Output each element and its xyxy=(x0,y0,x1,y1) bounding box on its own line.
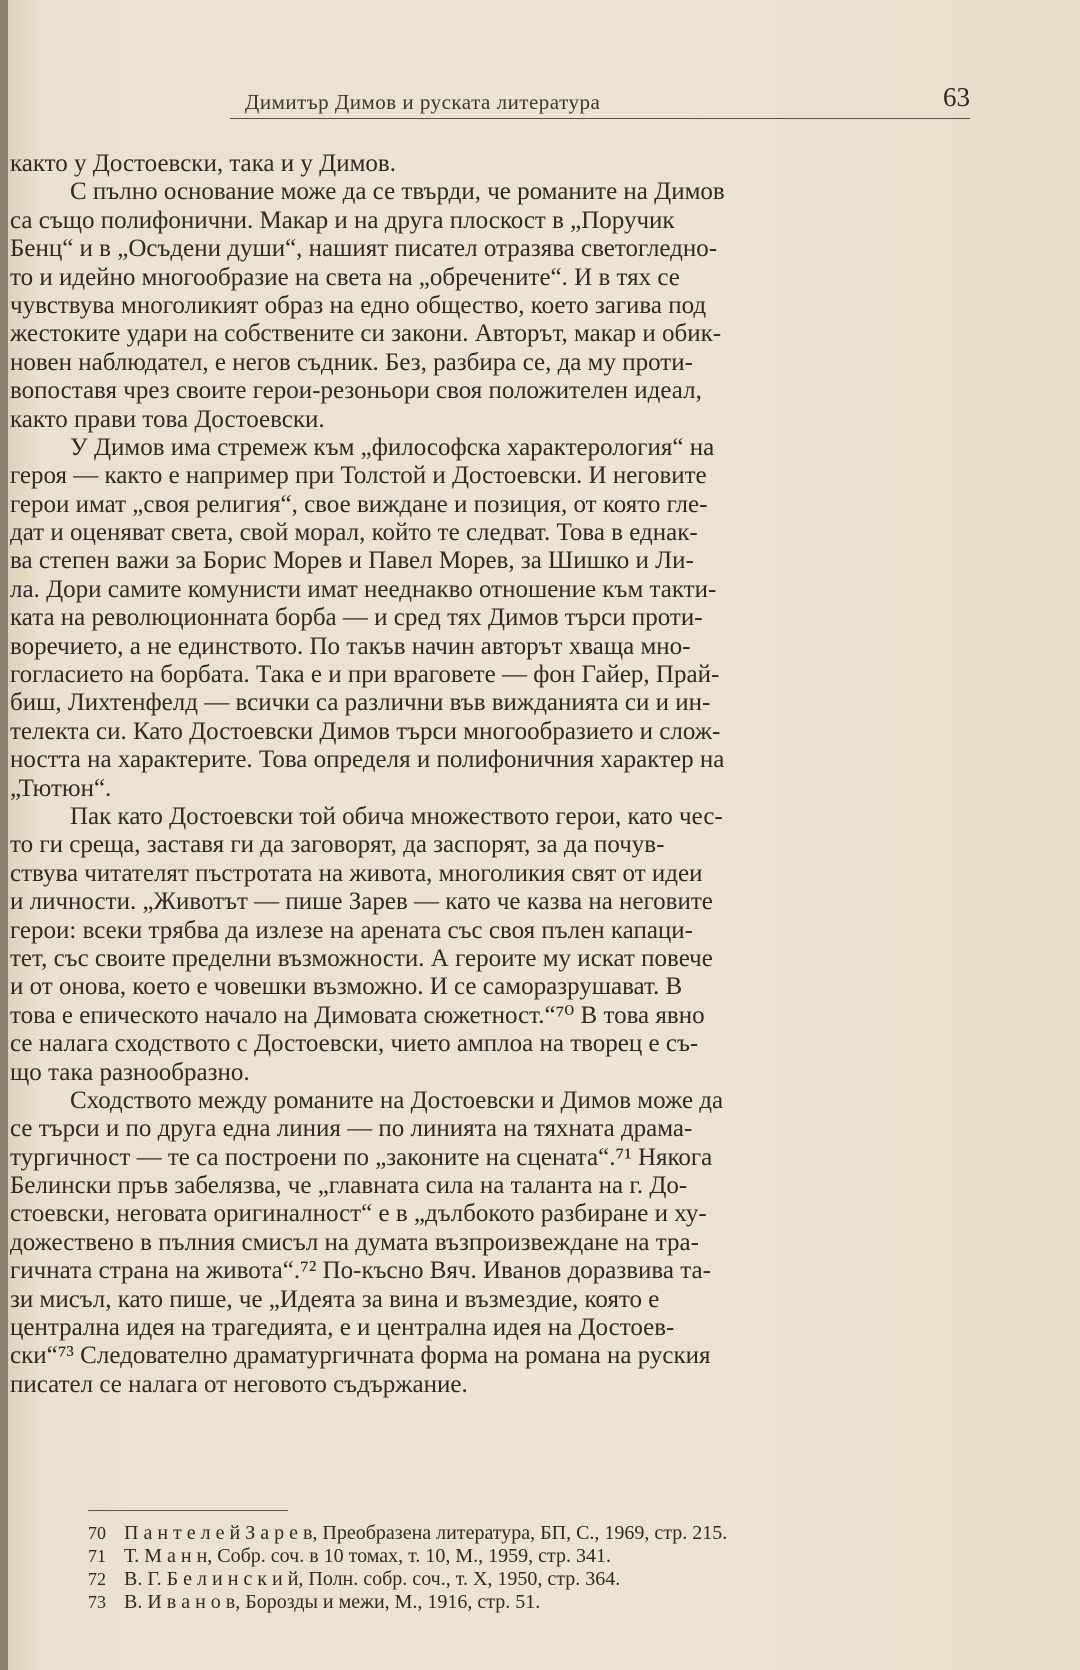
text-line: ва степен важи за Борис Морев и Павел Морев, за Шишко и Ли- xyxy=(10,547,694,575)
text-line: то ги среща, заставя ги да заговорят, да заспорят, за да почув- xyxy=(10,831,665,859)
paragraph xyxy=(0,178,1000,434)
text-line: зи мисъл, като пише, че „Идеята за вина и възмездие, която е xyxy=(10,1285,660,1313)
text-line: централна идея на трагедията, е и централна идея на Достоев- xyxy=(10,1314,675,1342)
text-line: чувствува многоликият образ на едно общество, което загива под xyxy=(10,291,707,319)
page-header xyxy=(230,82,970,119)
text-line: героя — както е например при Толстой и Достоевски. И неговите xyxy=(10,462,707,490)
text-line: С пълно основание може да се твърди, че романите на Димов xyxy=(70,178,725,206)
footnote-text: П а н т е л е й З а р е в, Преобразена литература, БП, С., 1969, стр. 215. xyxy=(124,1522,728,1544)
text-line: както прави това Достоевски. xyxy=(10,405,325,433)
text-line: гичната страна на живота“.⁷² По-късно Вяч. Иванов доразвива та- xyxy=(10,1257,711,1285)
text-line: и от онова, което е човешки възможно. И се саморазрушават. В xyxy=(10,973,683,1001)
text-line: ката на революционната борба — и сред тях Димов търси проти- xyxy=(10,604,703,632)
paragraph xyxy=(0,150,1000,178)
footnote-number: 72 xyxy=(88,1569,106,1589)
text-line: дожествено в пълния смисъл на думата възпроизвеждане на тра- xyxy=(10,1228,699,1256)
text-line: и личности. „Животът — пише Зарев — като че казва на неговите xyxy=(10,888,713,916)
text-line: новен наблюдател, е негов съдник. Без, разбира се, да му проти- xyxy=(10,348,693,376)
text-line: Бенц“ и в „Осъдени души“, нашият писател отразява светогледно- xyxy=(10,235,718,263)
text-line: се налага сходството с Достоевски, чието амплоа на творец е съ- xyxy=(10,1030,699,1058)
footnote-text: В. И в а н о в, Борозды и межи, М., 1916, стр. 51. xyxy=(124,1591,541,1613)
text-line: Сходството между романите на Достоевски и Димов може да xyxy=(70,1086,724,1114)
text-line: У Димов има стремеж към „философска характерология“ на xyxy=(70,433,715,461)
text-line: ски“⁷³ Следователно драматургичната форма на романа на руския xyxy=(10,1342,711,1370)
page-number: 63 xyxy=(943,82,970,112)
footnote-text: В. Г. Б е л и н с к и й, Полн. собр. соч., т. X, 1950, стр. 364. xyxy=(124,1568,621,1590)
footnote xyxy=(88,1591,1008,1614)
footnote-number: 70 xyxy=(88,1523,106,1543)
text-line: ла. Дори самите комунисти имат нееднакво отношение към такти- xyxy=(10,575,717,603)
text-line: Пак като Достоевски той обича множеството герои, като чес- xyxy=(70,802,723,830)
text-line: Белински пръв забелязва, че „главната сила на таланта на г. До- xyxy=(10,1172,688,1200)
text-line: писател се налага от неговото съдържание. xyxy=(10,1370,468,1398)
paragraph xyxy=(0,434,1000,803)
footnote-text: Т. М а н н, Собр. соч. в 10 томах, т. 10, М., 1959, стр. 341. xyxy=(124,1545,612,1567)
text-line: воречието, а не единството. По такъв начин авторът хваща мно- xyxy=(10,632,691,660)
text-line: герои: всеки трябва да излезе на арената със своя пълен капаци- xyxy=(10,916,694,944)
footnote-number: 73 xyxy=(88,1592,106,1612)
text-line: жестоките удари на собствените си закони. Авторът, макар и обик- xyxy=(10,320,722,348)
text-line: дат и оценяват света, свой морал, който те следват. Това в еднак- xyxy=(10,519,698,547)
text-line: ността на характерите. Това определя и полифоничния характер на xyxy=(10,746,725,774)
text-line: то и идейно многообразие на света на „обречените“. И в тях се xyxy=(10,263,680,291)
footnotes xyxy=(88,1522,1008,1614)
text-line: биш, Лихтенфелд — всички са различни във вижданията си и ин- xyxy=(10,689,711,717)
text-line: герои имат „своя религия“, свое виждане и позиция, от която гле- xyxy=(10,490,708,518)
footnote-divider xyxy=(88,1510,288,1511)
text-line: ствува читателят пъстротата на живота, многоликия свят от идеи xyxy=(10,859,703,887)
text-line: се търси и по друга една линия — по линията на тяхната драма- xyxy=(10,1115,693,1143)
footnote xyxy=(88,1522,1008,1545)
text-line: гогласието на борбата. Така е и при враговете — фон Гайер, Прай- xyxy=(10,661,720,689)
text-line: „Тютюн“. xyxy=(10,774,112,802)
text-line: стоевски, неговата оригиналност“ е в „дълбокото разбиране и ху- xyxy=(10,1200,707,1228)
paragraph xyxy=(0,1087,1000,1399)
paragraph xyxy=(0,803,1000,1087)
footnote-number: 71 xyxy=(88,1546,106,1566)
text-line: както у Достоевски, така и у Димов. xyxy=(10,150,396,177)
text-line: тет, със своите пределни възможности. А героите му искат повече xyxy=(10,944,713,972)
text-line: телекта си. Като Достоевски Димов търси многообразието и слож- xyxy=(10,717,721,745)
text-line: вопоставя чрез своите герои-резоньори своя положителен идеал, xyxy=(10,377,702,405)
text-line: тургичност — те са построени по „законите на сцената“.⁷¹ Някога xyxy=(10,1143,713,1171)
text-line: що така разнообразно. xyxy=(10,1058,250,1086)
main-text xyxy=(0,150,1000,1399)
running-title: Димитър Димов и руската литература xyxy=(245,90,601,114)
footnote xyxy=(88,1545,1008,1568)
text-line: това е епическото начало на Димовата сюжетност.“⁷⁰ В това явно xyxy=(10,1001,705,1029)
text-line: са също полифонични. Макар и на друга плоскост в „Поручик xyxy=(10,206,675,234)
footnote xyxy=(88,1568,1008,1591)
